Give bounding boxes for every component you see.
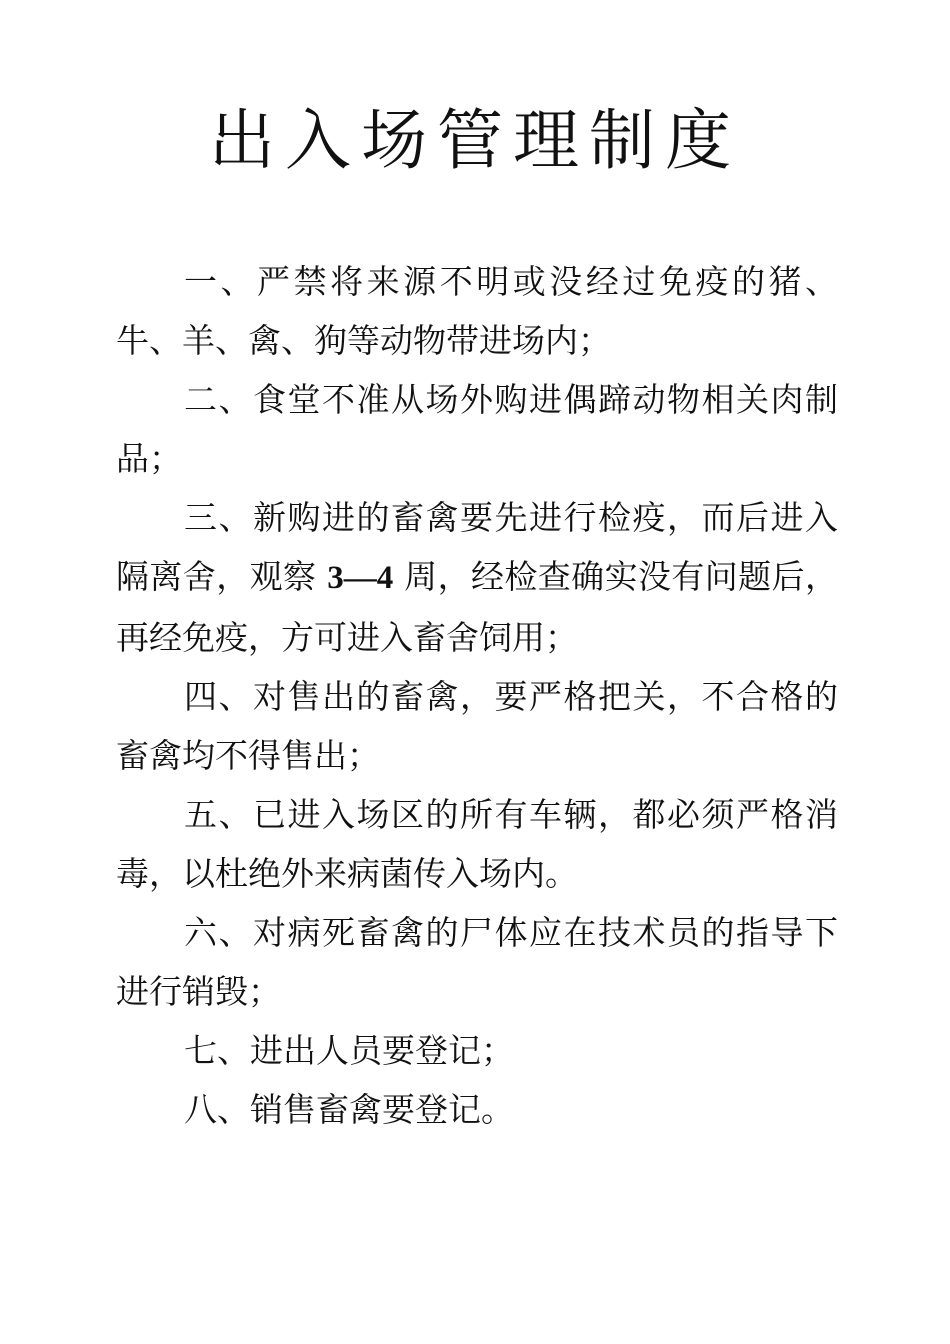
rule-item-3 xyxy=(116,488,838,667)
rules-list xyxy=(116,252,838,1139)
rule-item-4: 四、对售出的畜禽，要严格把关，不合格的畜禽均不得售出； xyxy=(116,677,838,775)
rule-item-5: 五、已进入场区的所有车辆，都必须严格消毒，以杜绝外来病菌传入场内。 xyxy=(116,795,838,893)
rule-item-3-weeks: 3—4 xyxy=(327,560,394,596)
rule-item-3-text-after: 周，经检查确实没有问题后，再经免疫，方可进入畜舍饲用； xyxy=(116,557,838,657)
rule-item-3-text-before: 三、新购进的畜禽要先进行检疫，而后进入隔离舍，观察 xyxy=(116,498,838,596)
rule-item-1: 一、严禁将来源不明或没经过免疫的猪、牛、羊、禽、狗等动物带进场内； xyxy=(116,262,838,360)
document-title: 出入场管理制度 xyxy=(209,102,741,179)
rule-item-7: 七、进出人员要登记； xyxy=(184,1031,514,1070)
rule-item-2: 二、食堂不准从场外购进偶蹄动物相关肉制品； xyxy=(116,380,838,478)
rule-item-6: 六、对病死畜禽的尸体应在技术员的指导下进行销毁； xyxy=(116,913,838,1011)
rule-item-8: 八、销售畜禽要登记。 xyxy=(184,1090,514,1129)
